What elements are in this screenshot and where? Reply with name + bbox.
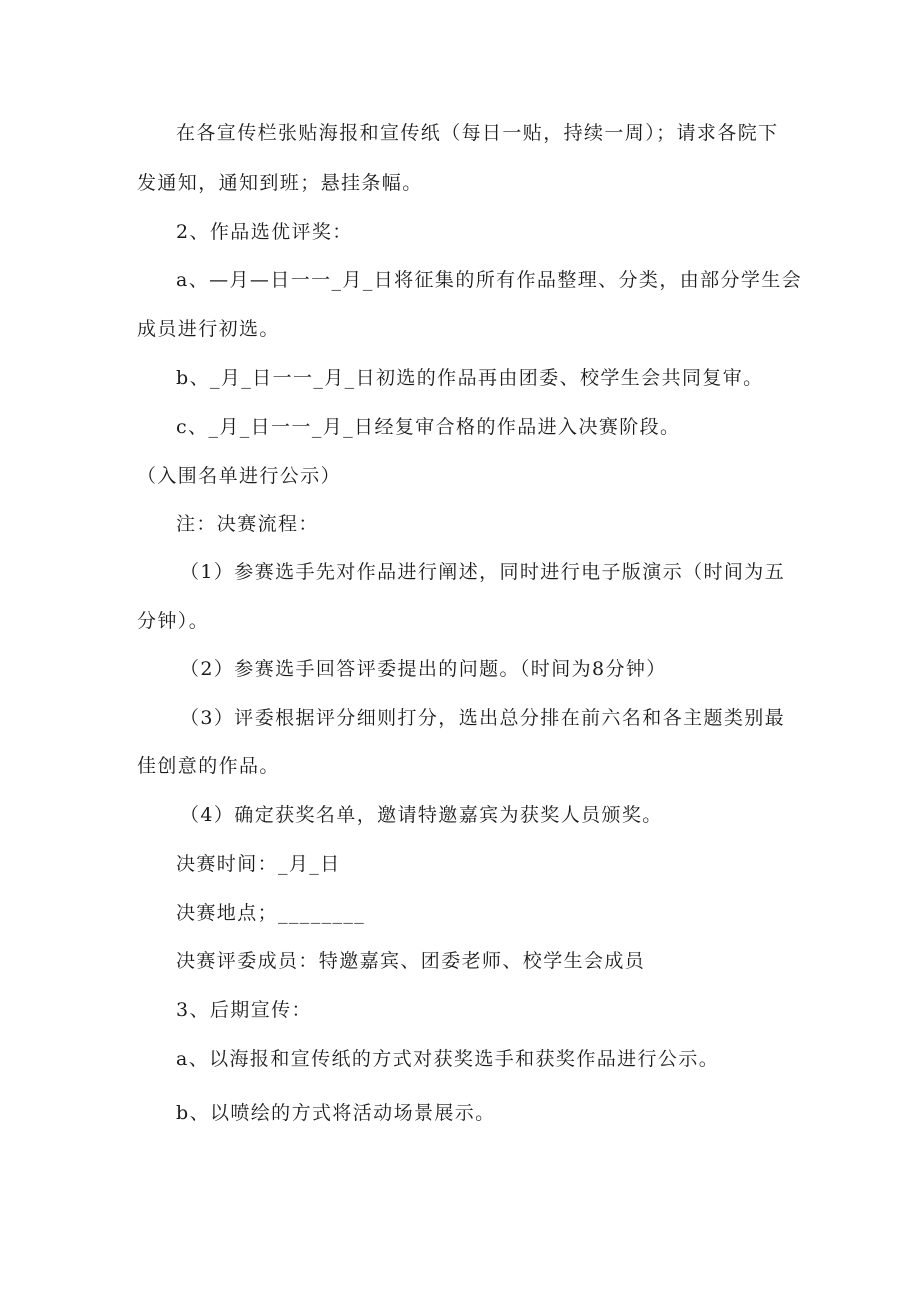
paragraph-line: 决赛时间：_月_日 xyxy=(176,853,341,875)
paragraph-line: 分钟）。 xyxy=(137,610,210,632)
paragraph-line: a、以海报和宣传纸的方式对获奖选手和获奖作品进行公示。 xyxy=(176,1048,720,1070)
paragraph-line: （2）参赛选手回答评委提出的问题。（时间为8分钟） xyxy=(180,658,667,680)
paragraph-line: b、_月_日一一_月_日初选的作品再由团委、校学生会共同复审。 xyxy=(176,367,764,389)
section-heading: 3、后期宣传： xyxy=(176,999,312,1021)
paragraph-line: 注：决赛流程： xyxy=(176,513,319,535)
paragraph-line: b、以喷绘的方式将活动场景展示。 xyxy=(176,1102,496,1124)
paragraph-line: c、_月_日一一_月_日经复审合格的作品进入决赛阶段。 xyxy=(176,416,681,438)
paragraph-line: （3）评委根据评分细则打分，选出总分排在前六名和各主题类别最 xyxy=(180,707,786,729)
section-heading: 2、作品选优评奖： xyxy=(176,221,353,243)
paragraph-line: 佳创意的作品。 xyxy=(137,755,280,777)
paragraph-line: 发通知，通知到班；悬挂条幅。 xyxy=(137,172,423,194)
paragraph-line: 在各宣传栏张贴海报和宣传纸（每日一贴，持续一周）；请求各院下 xyxy=(176,122,779,144)
paragraph-line: 决赛评委成员：特邀嘉宾、团委老师、校学生会成员 xyxy=(176,950,646,972)
paragraph-line: 决赛地点；________ xyxy=(176,902,366,924)
paragraph-line: a、—月—日一一_月_日将征集的所有作品整理、分类，由部分学生会 xyxy=(176,269,803,291)
paragraph-line: （4）确定获奖名单，邀请特邀嘉宾为获奖人员颁奖。 xyxy=(180,804,663,826)
paragraph-line: 成员进行初选。 xyxy=(137,318,280,340)
paragraph-line: （1）参赛选手先对作品进行阐述，同时进行电子版演示（时间为五 xyxy=(180,561,786,583)
paragraph-line: （入围名单进行公示） xyxy=(137,465,342,487)
